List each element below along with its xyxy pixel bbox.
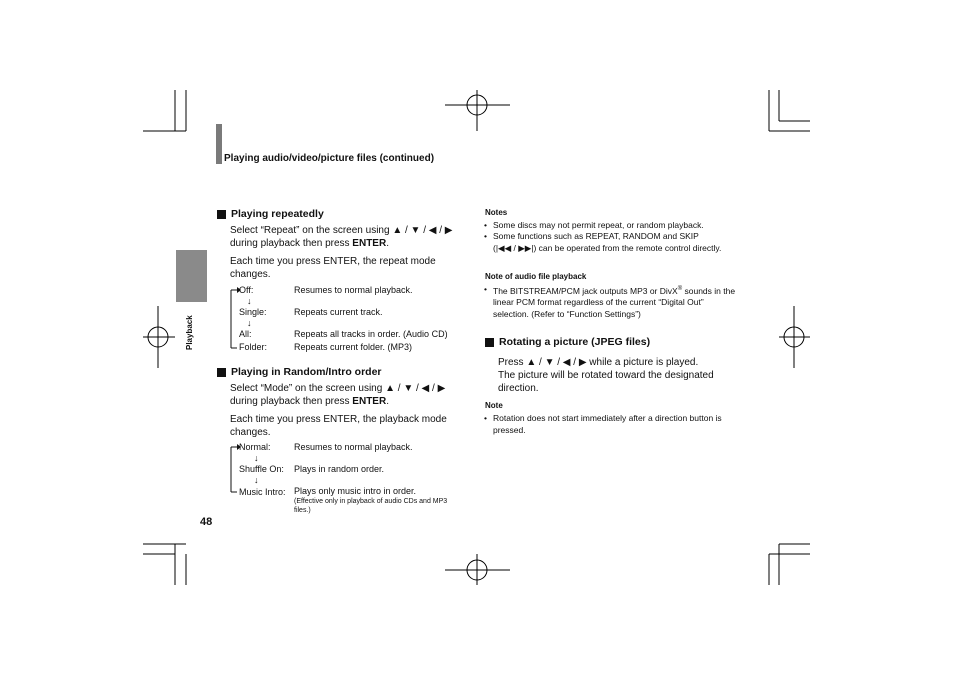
repeat-mode-folder-desc: Repeats current folder. (MP3): [294, 342, 413, 352]
random-instruction-line1: Select “Mode” on the screen using ▲ / ▼ / ◀ / ▶: [230, 383, 446, 394]
random-mode-normal-desc: Resumes to normal playback.: [294, 442, 413, 452]
square-bullet-icon: [217, 210, 226, 219]
repeat-cycle-text: Each time you press ENTER, the repeat mode changes.: [230, 256, 436, 280]
bullet-dot: •: [484, 231, 487, 241]
notes-item-1: [484, 220, 743, 232]
notes-item-2: [484, 231, 743, 254]
repeat-mode-single-desc: Repeats current track.: [294, 307, 383, 317]
repeat-mode-folder-label: Folder:: [239, 342, 268, 352]
square-bullet-icon: [485, 338, 494, 347]
square-bullet-icon: [217, 368, 226, 377]
arrow-down-icon: ↓: [254, 453, 259, 463]
page-number: 48: [200, 516, 213, 528]
arrow-down-icon: ↓: [247, 318, 252, 328]
rotate-heading-text: Rotating a picture (JPEG files): [499, 336, 651, 348]
rotate-line-2: The picture will be rotated toward the designated direction.: [498, 370, 714, 394]
random-cycle-text: Each time you press ENTER, the playback mode changes.: [230, 414, 447, 438]
rotate-section-heading: [485, 336, 650, 348]
notes-heading: Notes: [485, 208, 508, 217]
notes-item-2-text: Some functions such as REPEAT, RANDOM and SKIP: [493, 231, 699, 241]
random-instruction: [230, 382, 470, 408]
arrow-down-icon: ↓: [247, 296, 252, 306]
random-instruction-line2: during playback then press: [230, 396, 353, 407]
repeat-mode-off-desc: Resumes to normal playback.: [294, 285, 413, 295]
random-enter-key: ENTER: [352, 396, 387, 407]
rotate-note-heading: Note: [485, 401, 503, 410]
bullet-dot: •: [484, 220, 487, 230]
repeat-mode-all-label: All:: [239, 329, 252, 339]
audio-note-heading: Note of audio file playback: [485, 272, 587, 281]
random-heading-text: Playing in Random/Intro order: [231, 366, 382, 378]
repeat-instruction-end: .: [386, 238, 389, 249]
repeat-mode-single-label: Single:: [239, 307, 267, 317]
bullet-dot: •: [484, 284, 487, 294]
side-tab: [176, 250, 207, 302]
rotate-line-1: Press ▲ / ▼ / ◀ / ▶ while a picture is played.: [498, 357, 699, 368]
random-section-heading: [217, 366, 382, 378]
repeat-heading-text: Playing repeatedly: [231, 208, 324, 220]
repeat-section-heading: [217, 208, 324, 220]
registered-mark: ®: [677, 286, 683, 292]
random-mode-shuffle-desc: Plays in random order.: [294, 464, 385, 474]
random-mode-shuffle-label: Shuffle On:: [239, 464, 284, 474]
side-tab-label: Playback: [185, 315, 194, 350]
audio-note-text-pre: The BITSTREAM/PCM jack outputs MP3 or DivX: [493, 285, 678, 296]
page-header-title: Playing audio/video/picture files (continued): [224, 153, 435, 164]
random-intro-note: (Effective only in playback of audio CDs and MP3 files.): [294, 498, 448, 514]
notes-item-1-text: Some discs may not permit repeat, or random playback.: [493, 220, 704, 230]
random-mode-normal-label: Normal:: [239, 442, 271, 452]
arrow-down-icon: ↓: [254, 475, 259, 485]
random-instruction-end: .: [386, 396, 389, 407]
repeat-instruction-line1: Select “Repeat” on the screen using ▲ / ▼ / ◀ / ▶: [230, 225, 453, 236]
bullet-dot: •: [484, 413, 487, 423]
header-bar: [216, 124, 222, 164]
notes-skip-line: (|◀◀ / ▶▶|) can be operated from the remote control directly.: [493, 242, 722, 253]
random-mode-intro-desc: Plays only music intro in order.: [294, 486, 417, 496]
random-mode-intro-label: Music Intro:: [239, 487, 286, 497]
repeat-mode-all-desc: Repeats all tracks in order. (Audio CD): [294, 329, 448, 339]
repeat-mode-off-label: Off:: [239, 285, 254, 295]
repeat-enter-key: ENTER: [352, 238, 387, 249]
repeat-instruction: [230, 224, 470, 250]
audio-note-text-post: sounds in the linear PCM format regardless of the current “Digital Out” selection. (Refer to “Function Settings”): [493, 285, 736, 319]
rotate-note-text: Rotation does not start immediately after a direction button is pressed.: [493, 413, 722, 435]
repeat-instruction-line2: during playback then press: [230, 238, 353, 249]
audio-note-item: [484, 284, 737, 320]
rotate-note-item: [484, 413, 737, 436]
